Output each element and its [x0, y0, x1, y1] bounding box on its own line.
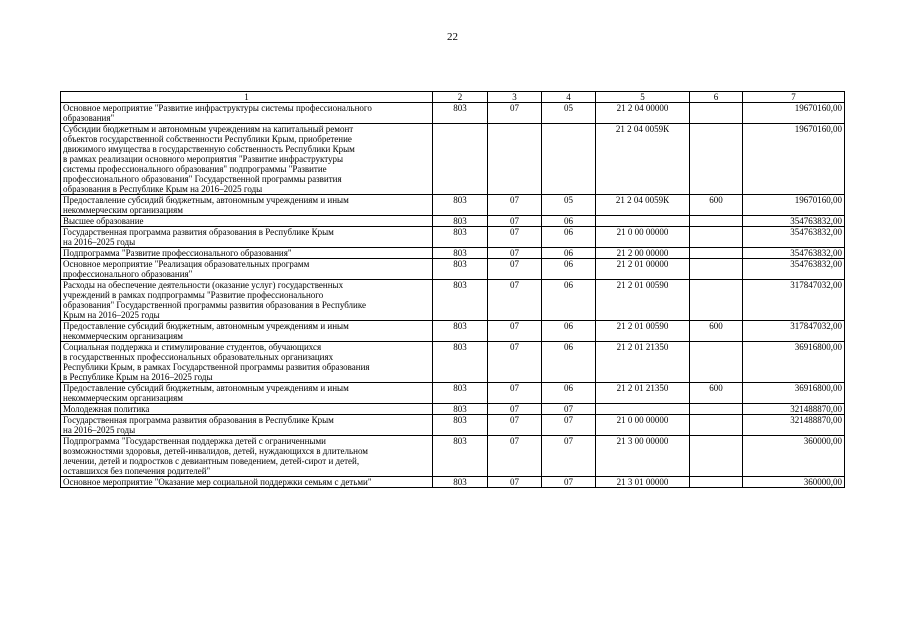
ministry-code: 803	[433, 248, 488, 259]
expense-name-line: профессионального образования" Государственной программы развития	[63, 174, 342, 184]
expense-name	[61, 124, 433, 195]
target-article-code	[596, 216, 690, 227]
section-code: 07	[488, 103, 542, 124]
ministry-code: 803	[433, 227, 488, 248]
subsection-code: 07	[542, 436, 596, 477]
amount: 321488870,00	[743, 415, 845, 436]
section-code: 07	[488, 259, 542, 280]
column-number: 5	[596, 92, 690, 103]
subsection-code: 06	[542, 280, 596, 321]
expense-name-line: профессионального образования"	[63, 269, 193, 279]
ministry-code: 803	[433, 195, 488, 216]
expense-name-line: возможностями здоровья, детей-инвалидов, детей, нуждающихся в длительном	[63, 446, 368, 456]
subsection-code: 05	[542, 103, 596, 124]
subsection-code: 06	[542, 216, 596, 227]
expense-name-line: образования" Государственной программы развития образования в Республике	[63, 300, 367, 310]
target-article-code: 21 2 01 21350	[596, 342, 690, 383]
subsection-code: 07	[542, 477, 596, 488]
target-article-code: 21 2 01 00000	[596, 259, 690, 280]
table-row	[61, 321, 845, 342]
subsection-code: 07	[542, 415, 596, 436]
expense-type-code	[690, 259, 743, 280]
expense-name	[61, 415, 433, 436]
subsection-code: 06	[542, 342, 596, 383]
column-number: 6	[690, 92, 743, 103]
column-number: 2	[433, 92, 488, 103]
expense-type-code	[690, 216, 743, 227]
amount: 19670160,00	[743, 195, 845, 216]
expense-name-line: Социальная поддержка и стимулирование студентов, обучающихся	[63, 342, 322, 352]
subsection-code	[542, 124, 596, 195]
expense-name-line: движимого имущества в государственную собственность Республики Крым	[63, 144, 355, 154]
section-code: 07	[488, 321, 542, 342]
expense-name	[61, 103, 433, 124]
table-row	[61, 342, 845, 383]
expense-name	[61, 383, 433, 404]
amount: 360000,00	[743, 477, 845, 488]
subsection-code: 07	[542, 404, 596, 415]
amount: 354763832,00	[743, 259, 845, 280]
expense-name-line: Крым на 2016–2025 годы	[63, 310, 160, 320]
target-article-code: 21 2 01 21350	[596, 383, 690, 404]
section-code: 07	[488, 415, 542, 436]
ministry-code: 803	[433, 342, 488, 383]
section-code: 07	[488, 280, 542, 321]
section-code	[488, 124, 542, 195]
expense-type-code	[690, 436, 743, 477]
expense-name-line: Основное мероприятие "Оказание мер социальной поддержки семьям с детьми"	[63, 477, 372, 487]
subsection-code: 06	[542, 321, 596, 342]
target-article-code: 21 0 00 00000	[596, 415, 690, 436]
expense-name	[61, 342, 433, 383]
expense-name-line: Государственная программа развития образования в Республике Крым	[63, 415, 334, 425]
amount: 317847032,00	[743, 280, 845, 321]
column-number: 1	[61, 92, 433, 103]
ministry-code: 803	[433, 436, 488, 477]
target-article-code	[596, 404, 690, 415]
amount: 19670160,00	[743, 103, 845, 124]
budget-table	[60, 91, 845, 488]
amount: 360000,00	[743, 436, 845, 477]
ministry-code: 803	[433, 280, 488, 321]
column-number: 4	[542, 92, 596, 103]
expense-name-line: образования в Республике Крым на 2016–2025 годы	[63, 184, 263, 194]
subsection-code: 06	[542, 248, 596, 259]
table-row	[61, 383, 845, 404]
expense-type-code	[690, 404, 743, 415]
table-row	[61, 415, 845, 436]
amount: 354763832,00	[743, 216, 845, 227]
expense-name-line: Предоставление субсидий бюджетным, автономным учреждениям и иным	[63, 195, 349, 205]
ministry-code: 803	[433, 321, 488, 342]
expense-name-line: на 2016–2025 годы	[63, 237, 136, 247]
table-row	[61, 280, 845, 321]
table-row	[61, 404, 845, 415]
amount: 36916800,00	[743, 342, 845, 383]
expense-name-line: на 2016–2025 годы	[63, 425, 136, 435]
expense-name	[61, 321, 433, 342]
expense-name-line: Субсидии бюджетным и автономным учреждениям на капитальный ремонт	[63, 124, 354, 134]
expense-name	[61, 216, 433, 227]
expense-name	[61, 436, 433, 477]
expense-type-code	[690, 477, 743, 488]
section-code: 07	[488, 248, 542, 259]
target-article-code: 21 2 01 00590	[596, 280, 690, 321]
target-article-code: 21 3 00 00000	[596, 436, 690, 477]
expense-name	[61, 477, 433, 488]
expense-name-line: образования"	[63, 113, 115, 123]
page-number: 22	[447, 31, 458, 43]
ministry-code: 803	[433, 415, 488, 436]
expense-name-line: Государственная программа развития образования в Республике Крым	[63, 227, 334, 237]
target-article-code: 21 2 04 0059К	[596, 124, 690, 195]
expense-name-line: Основное мероприятие "Реализация образовательных программ	[63, 259, 310, 269]
expense-name-line: учреждений в рамках подпрограммы "Развитие профессионального	[63, 290, 324, 300]
ministry-code: 803	[433, 216, 488, 227]
expense-name-line: некоммерческим организациям	[63, 393, 183, 403]
expense-name-line: Предоставление субсидий бюджетным, автономным учреждениям и иным	[63, 321, 349, 331]
expense-name-line: Основное мероприятие "Развитие инфраструктуры системы профессионального	[63, 103, 372, 113]
table-row	[61, 436, 845, 477]
ministry-code: 803	[433, 383, 488, 404]
expense-name-line: Подпрограмма "Государственная поддержка детей с ограниченными	[63, 436, 326, 446]
section-code: 07	[488, 216, 542, 227]
subsection-code: 06	[542, 383, 596, 404]
target-article-code: 21 2 04 0059К	[596, 195, 690, 216]
expense-name-line: Подпрограмма "Развитие профессионального образования"	[63, 248, 292, 258]
expense-name-line: в Республике Крым на 2016–2025 годы	[63, 372, 213, 382]
expense-type-code	[690, 124, 743, 195]
amount: 19670160,00	[743, 124, 845, 195]
expense-name-line: в государственных профессиональных образовательных организациях	[63, 352, 334, 362]
column-number: 7	[743, 92, 845, 103]
expense-name	[61, 227, 433, 248]
target-article-code: 21 2 00 00000	[596, 248, 690, 259]
expense-name-line: некоммерческим организациям	[63, 331, 183, 341]
subsection-code: 06	[542, 259, 596, 280]
amount: 36916800,00	[743, 383, 845, 404]
expense-type-code	[690, 227, 743, 248]
expense-type-code	[690, 415, 743, 436]
expense-name	[61, 404, 433, 415]
expense-name	[61, 195, 433, 216]
expense-type-code	[690, 280, 743, 321]
section-code: 07	[488, 195, 542, 216]
table-row	[61, 195, 845, 216]
expense-name	[61, 280, 433, 321]
expense-name-line: в рамках реализации основного мероприятия "Развитие инфраструктуры	[63, 154, 344, 164]
expense-name-line: Расходы на обеспечение деятельности (оказание услуг) государственных	[63, 280, 344, 290]
expense-name-line: оставшихся без попечения родителей"	[63, 466, 211, 476]
table-row	[61, 124, 845, 195]
target-article-code: 21 0 00 00000	[596, 227, 690, 248]
table-row	[61, 248, 845, 259]
amount: 354763832,00	[743, 227, 845, 248]
table-row	[61, 477, 845, 488]
section-code: 07	[488, 227, 542, 248]
table-row	[61, 216, 845, 227]
expense-name-line: Республики Крым, в рамках Государственной программы развития образования	[63, 362, 370, 372]
subsection-code: 05	[542, 195, 596, 216]
expense-type-code: 600	[690, 195, 743, 216]
amount: 354763832,00	[743, 248, 845, 259]
expense-type-code: 600	[690, 321, 743, 342]
section-code: 07	[488, 477, 542, 488]
expense-type-code: 600	[690, 383, 743, 404]
section-code: 07	[488, 436, 542, 477]
expense-name-line: объектов государственной собственности Республики Крым, приобретение	[63, 134, 352, 144]
table-row	[61, 259, 845, 280]
target-article-code: 21 3 01 00000	[596, 477, 690, 488]
table-row	[61, 227, 845, 248]
expense-name-line: системы профессионального образования" подпрограммы "Развитие	[63, 164, 327, 174]
expense-name-line: Высшее образование	[63, 216, 144, 226]
expense-name-line: Предоставление субсидий бюджетным, автономным учреждениям и иным	[63, 383, 349, 393]
subsection-code: 06	[542, 227, 596, 248]
section-code: 07	[488, 404, 542, 415]
column-number-row	[61, 92, 845, 103]
ministry-code: 803	[433, 103, 488, 124]
expense-type-code	[690, 103, 743, 124]
section-code: 07	[488, 342, 542, 383]
ministry-code: 803	[433, 477, 488, 488]
ministry-code: 803	[433, 259, 488, 280]
expense-name	[61, 248, 433, 259]
target-article-code: 21 2 01 00590	[596, 321, 690, 342]
table-row	[61, 103, 845, 124]
column-number: 3	[488, 92, 542, 103]
amount: 317847032,00	[743, 321, 845, 342]
expense-name-line: лечении, детей и подростков с девиантным поведением, детей-сирот и детей,	[63, 456, 360, 466]
expense-name-line: некоммерческим организациям	[63, 205, 183, 215]
expense-type-code	[690, 248, 743, 259]
expense-name	[61, 259, 433, 280]
ministry-code	[433, 124, 488, 195]
target-article-code: 21 2 04 00000	[596, 103, 690, 124]
expense-name-line: Молодежная политика	[63, 404, 150, 414]
amount: 321488870,00	[743, 404, 845, 415]
expense-type-code	[690, 342, 743, 383]
section-code: 07	[488, 383, 542, 404]
ministry-code: 803	[433, 404, 488, 415]
